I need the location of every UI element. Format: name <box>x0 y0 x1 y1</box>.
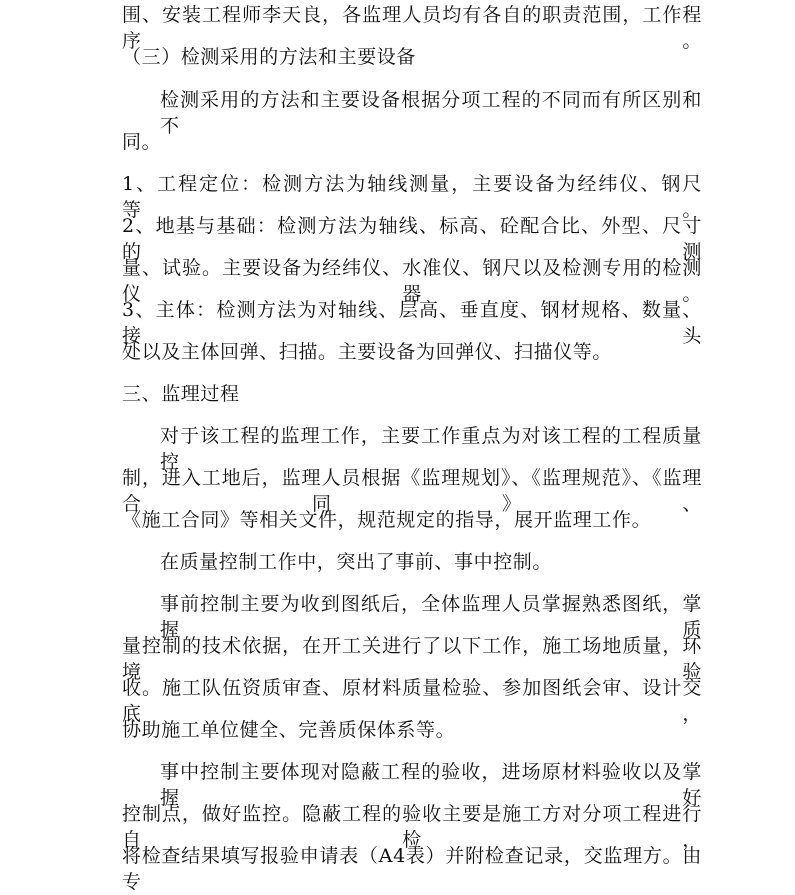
text-line: 量、试验。主要设备为经纬仪、水准仪、钢尺以及检测专用的检测仪器。 <box>122 257 702 305</box>
text-line: 对于该工程的监理工作，主要工作重点为对该工程的工程质量控 <box>160 425 702 473</box>
text-line: 检测采用的方法和主要设备根据分项工程的不同而有所区别和不 <box>160 89 702 137</box>
text-line: 量控制的技术依据，在开工关进行了以下工作，施工场地质量，环境验 <box>122 635 702 683</box>
list-item: 2、地基与基础：检测方法为轴线、标高、砼配合比、外型、尺寸的测 <box>122 215 702 263</box>
text-line: 在质量控制工作中，突出了事前、事中控制。 <box>160 551 553 573</box>
text-line: 事前控制主要为收到图纸后，全体监理人员掌握熟悉图纸，掌握质 <box>160 593 702 641</box>
text-line: 围、安装工程师李天良，各监理人员均有各自的职责范围，工作程序。 <box>122 4 702 52</box>
section-heading: （三）检测采用的方法和主要设备 <box>122 46 417 68</box>
text-line: 事中控制主要体现对隐蔽工程的验收，进场原材料验收以及掌握好 <box>160 761 702 809</box>
text-line: 协助施工单位健全、完善质保体系等。 <box>122 719 456 741</box>
text-line: 将检查结果填写报验申请表（A4表）并附检查记录，交监理方。由专 <box>122 845 702 893</box>
text-line: 同。 <box>122 131 162 153</box>
text-line: 控制点，做好监控。隐蔽工程的验收主要是施工方对分项工程进行自检， <box>122 803 702 851</box>
text-line: 制，进入工地后，监理人员根据《监理规划》、《监理规范》、《监理合同》、 <box>122 467 702 515</box>
text-line: 处以及主体回弹、扫描。主要设备为回弹仪、扫描仪等。 <box>122 341 613 363</box>
list-item: 3、主体：检测方法为对轴线、层高、垂直度、钢材规格、数量、接头 <box>122 299 702 347</box>
text-line: 收。施工队伍资质审查、原材料质量检验、参加图纸会审、设计交底， <box>122 677 702 725</box>
list-item: 1、工程定位：检测方法为轴线测量，主要设备为经纬仪、钢尺等。 <box>122 173 702 221</box>
text-line: 《施工合同》等相关文件，规范规定的指导，展开监理工作。 <box>122 509 652 531</box>
section-heading: 三、监理过程 <box>122 383 240 405</box>
